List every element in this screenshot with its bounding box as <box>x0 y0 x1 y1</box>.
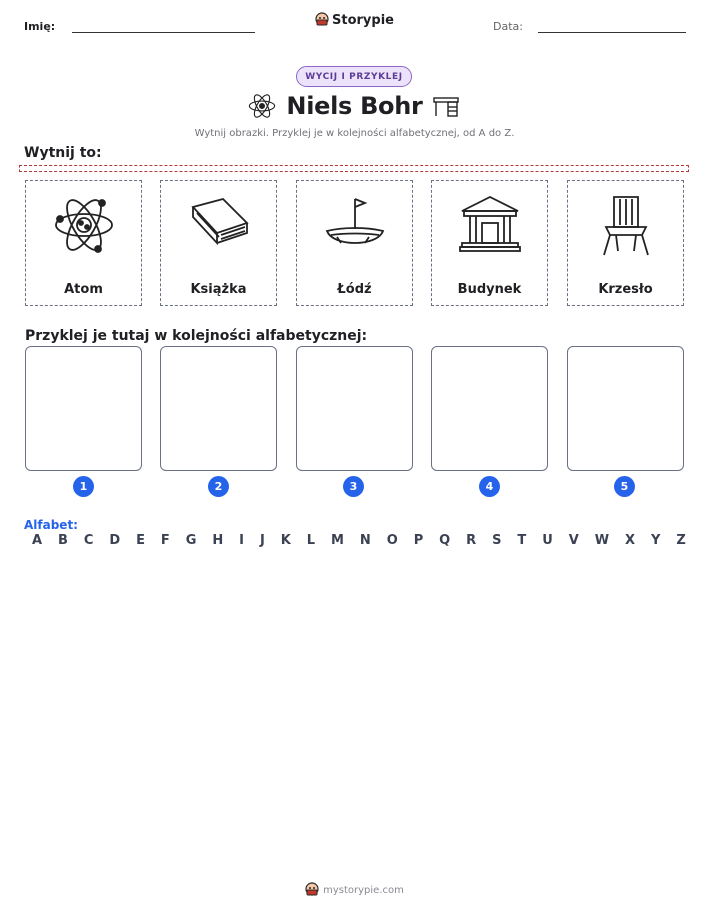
brand-name: Storypie <box>332 13 394 28</box>
date-label: Data: <box>493 20 523 33</box>
alphabet-letter: Z <box>676 533 686 548</box>
alphabet-letter: A <box>32 533 43 548</box>
alphabet-letter: X <box>625 533 636 548</box>
alphabet-letter: B <box>58 533 68 548</box>
date-field-line[interactable] <box>538 32 686 33</box>
card-label: Książka <box>190 282 247 297</box>
alphabet-letter: O <box>386 533 398 548</box>
slot-number-badge: 4 <box>479 476 500 497</box>
storypie-mascot-icon <box>305 882 319 900</box>
alphabet-letter: Q <box>439 533 451 548</box>
cut-section-heading: Wytnij to: <box>24 145 102 161</box>
paste-slot-2[interactable] <box>160 346 277 471</box>
alphabet-letter: U <box>542 533 553 548</box>
cut-card-boat[interactable] <box>296 180 413 306</box>
alphabet-title: Alfabet: <box>24 518 78 532</box>
boat-icon <box>323 193 387 257</box>
alphabet-letter: T <box>517 533 527 548</box>
slot-number-badge: 5 <box>614 476 635 497</box>
alphabet-letter: S <box>492 533 502 548</box>
paste-slot-5[interactable] <box>567 346 684 471</box>
cut-line <box>19 165 689 172</box>
alphabet-letter: C <box>83 533 94 548</box>
alphabet-row <box>24 533 694 548</box>
alphabet-letter: G <box>185 533 197 548</box>
instructions: Wytnij obrazki. Przyklej je w kolejności alfabetycznej, od A do Z. <box>194 128 515 139</box>
book-icon <box>187 193 251 257</box>
alphabet-letter: M <box>330 533 344 548</box>
cut-card-chair[interactable] <box>567 180 684 306</box>
alphabet-letter: F <box>160 533 170 548</box>
desk-icon <box>432 94 460 122</box>
alphabet-letter: H <box>212 533 224 548</box>
paste-section-heading: Przyklej je tutaj w kolejności alfabetycznej: <box>25 328 368 344</box>
card-label: Łódź <box>337 282 372 297</box>
cut-card-building[interactable] <box>431 180 548 306</box>
paste-slot-1[interactable] <box>25 346 142 471</box>
slot-number-badge: 1 <box>73 476 94 497</box>
alphabet-letter: P <box>413 533 424 548</box>
alphabet-letter: E <box>136 533 145 548</box>
alphabet-letter: J <box>259 533 265 548</box>
paste-slot-4[interactable] <box>431 346 548 471</box>
activity-badge: WYCIJ I PRZYKLEJ <box>296 66 412 87</box>
slot-number-badge: 3 <box>343 476 364 497</box>
alphabet-letter: L <box>306 533 316 548</box>
alphabet-letter: V <box>568 533 579 548</box>
alphabet-letter: W <box>594 533 610 548</box>
card-label: Atom <box>64 282 103 297</box>
page-title: Niels Bohr <box>286 92 423 120</box>
cut-card-book[interactable] <box>160 180 277 306</box>
alphabet-letter: I <box>239 533 245 548</box>
storypie-mascot-icon <box>315 12 329 31</box>
alphabet-letter: D <box>109 533 121 548</box>
chair-icon <box>594 193 658 257</box>
paste-slot-3[interactable] <box>296 346 413 471</box>
slot-number-badge: 2 <box>208 476 229 497</box>
card-label: Budynek <box>457 282 522 297</box>
footer-url: mystorypie.com <box>323 885 404 896</box>
alphabet-letter: K <box>280 533 291 548</box>
footer <box>0 882 709 900</box>
alphabet-letter: R <box>466 533 477 548</box>
name-field-line[interactable] <box>72 32 255 33</box>
building-icon <box>458 193 522 257</box>
atom-icon <box>52 193 116 257</box>
name-label: Imię: <box>24 20 56 33</box>
brand-logo <box>0 12 709 31</box>
cut-card-atom[interactable] <box>25 180 142 306</box>
alphabet-letter: Y <box>650 533 661 548</box>
alphabet-letter: N <box>359 533 371 548</box>
card-label: Krzesło <box>598 282 653 297</box>
